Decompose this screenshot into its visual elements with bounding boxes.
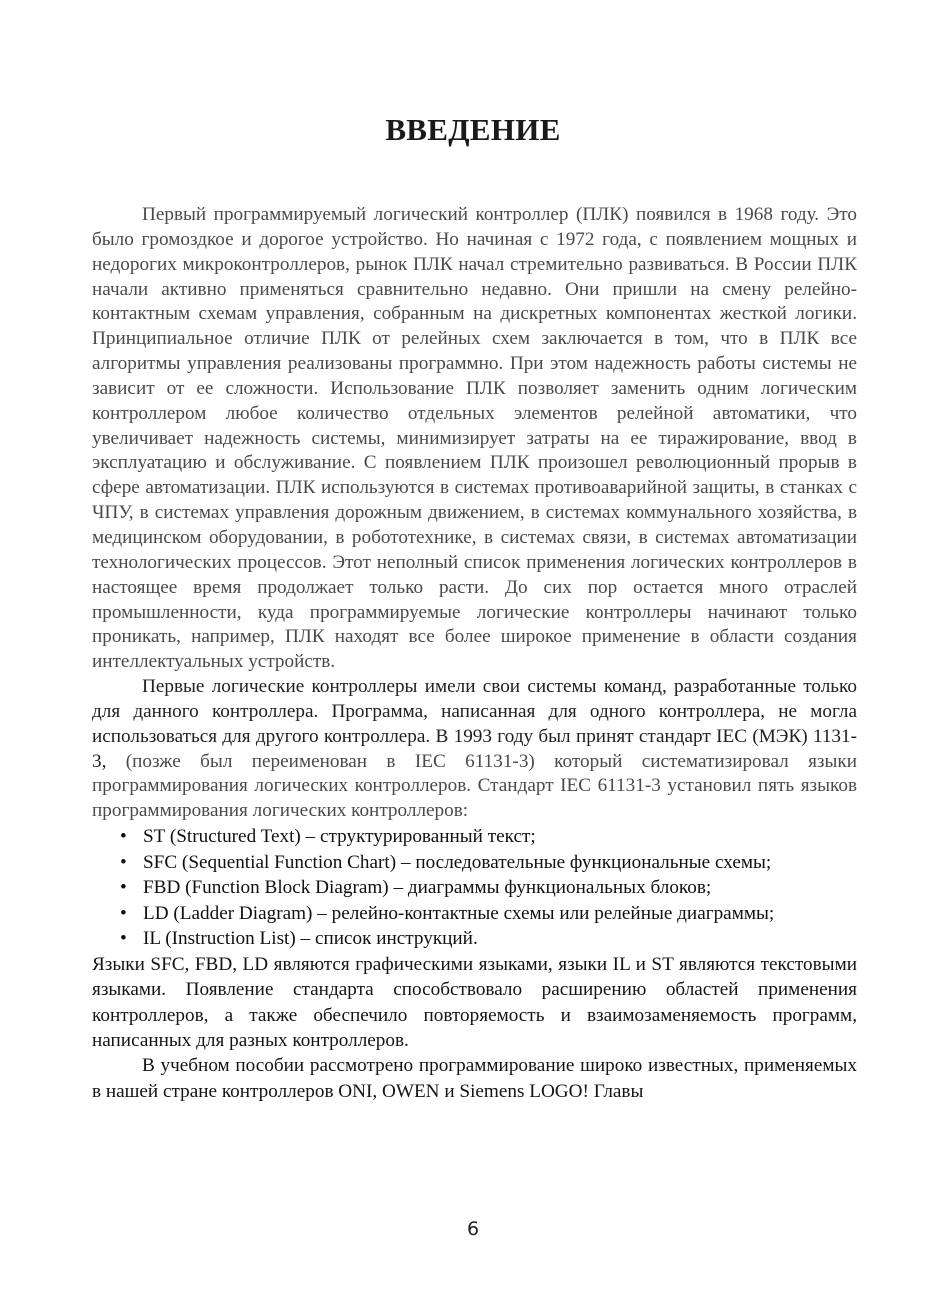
list-item-il (120, 926, 857, 952)
list-item-fbd (120, 875, 857, 901)
list-item-sfc (120, 850, 857, 876)
bullet-icon: • (120, 851, 127, 873)
list-item-text: FBD (Function Block Diagram) – диаграммы функциональных блоков; (143, 877, 712, 899)
page-title: ВВЕДЕНИЕ (385, 112, 561, 147)
paragraph-iec-standard-part2: (позже был переименован в IEC 61131-3) который систематизировал языки программирования логических контроллеров. Стандарт IEC 61131-3 установил пять языков программирования логических контроллеров: (92, 750, 857, 822)
bullet-icon: • (120, 902, 127, 924)
bullet-icon: • (120, 877, 127, 899)
bullet-icon: • (120, 928, 127, 950)
paragraph-iec-standard (92, 675, 857, 824)
paragraph-textbook-scope: В учебном пособии рассмотрено программирование широко известных, применяемых в нашей стране контроллеров ONI, OWEN и Siemens LOGO! Главы (92, 1055, 857, 1102)
body-text (92, 203, 857, 1104)
bullet-icon: • (120, 826, 127, 848)
list-item-text: IL (Instruction List) – список инструкций. (143, 928, 478, 950)
languages-list (92, 824, 857, 952)
list-item-st (120, 824, 857, 850)
paragraph-plc-history: Первый программируемый логический контроллер (ПЛК) появился в 1968 году. Это было громоздкое и дорогое устройство. Но начиная с 1972 года, с появлением мощных и недорогих микроконтроллеров, рынок ПЛК начал стремительно развиваться. В России ПЛК начали активно применяться сравнительно недавно. Они пришли на смену релейно-контактным схемам управления, собранным на дискретных компонентах жесткой логики. Принципиальное отличие ПЛК от релейных схем заключается в том, что в ПЛК все алгоритмы управления реализованы программно. При этом надежность работы системы не зависит от ее сложности. Использование ПЛК позволяет заменить одним логическим контроллером любое количество отдельных элементов релейной автоматики, что увеличивает надежность системы, минимизирует затраты на ее тиражирование, ввод в эксплуатацию и обслуживание. С появлением ПЛК произошел революционный прорыв в сфере автоматизации. ПЛК используются в системах противоаварийной защиты, в станках с ЧПУ, в системах управления дорожным движением, в системах коммунального хозяйства, в медицинском оборудовании, в робототехнике, в системах связи, в системах автоматизации технологических процессов. Этот неполный список применения логических контроллеров в настоящее время продолжает только расти. До сих пор остается много отраслей промышленности, куда программируемые логические контроллеры начинают только проникать, например, ПЛК находят все более широкое применение в области создания интеллектуальных устройств. (92, 204, 857, 673)
page-number: 6 (466, 1218, 480, 1240)
paragraph-graphic-languages: Языки SFC, FBD, LD являются графическими языками, языки IL и ST являются текстовыми языками. Появление стандарта способствовало расширению областей применения контроллеров, а также обеспечило повторяемость и взаимозаменяемость программ, написанных для разных контроллеров. (92, 954, 857, 1051)
list-item-ld (120, 901, 857, 927)
paragraph-iec-standard-part1: Первые логические контроллеры имели свои системы команд, разработанные только для данного контроллера. Программа, написанная для одного контроллера, не могла использоваться для другого контроллера. В 1993 году был принят стандарт IEC (МЭК) 1131-3, (92, 676, 857, 772)
list-item-text: ST (Structured Text) – структурированный текст; (143, 826, 536, 848)
list-item-text: LD (Ladder Diagram) – релейно-контактные схемы или релейные диаграммы; (143, 902, 775, 924)
list-item-text: SFC (Sequential Function Chart) – последовательные функциональные схемы; (143, 851, 772, 873)
